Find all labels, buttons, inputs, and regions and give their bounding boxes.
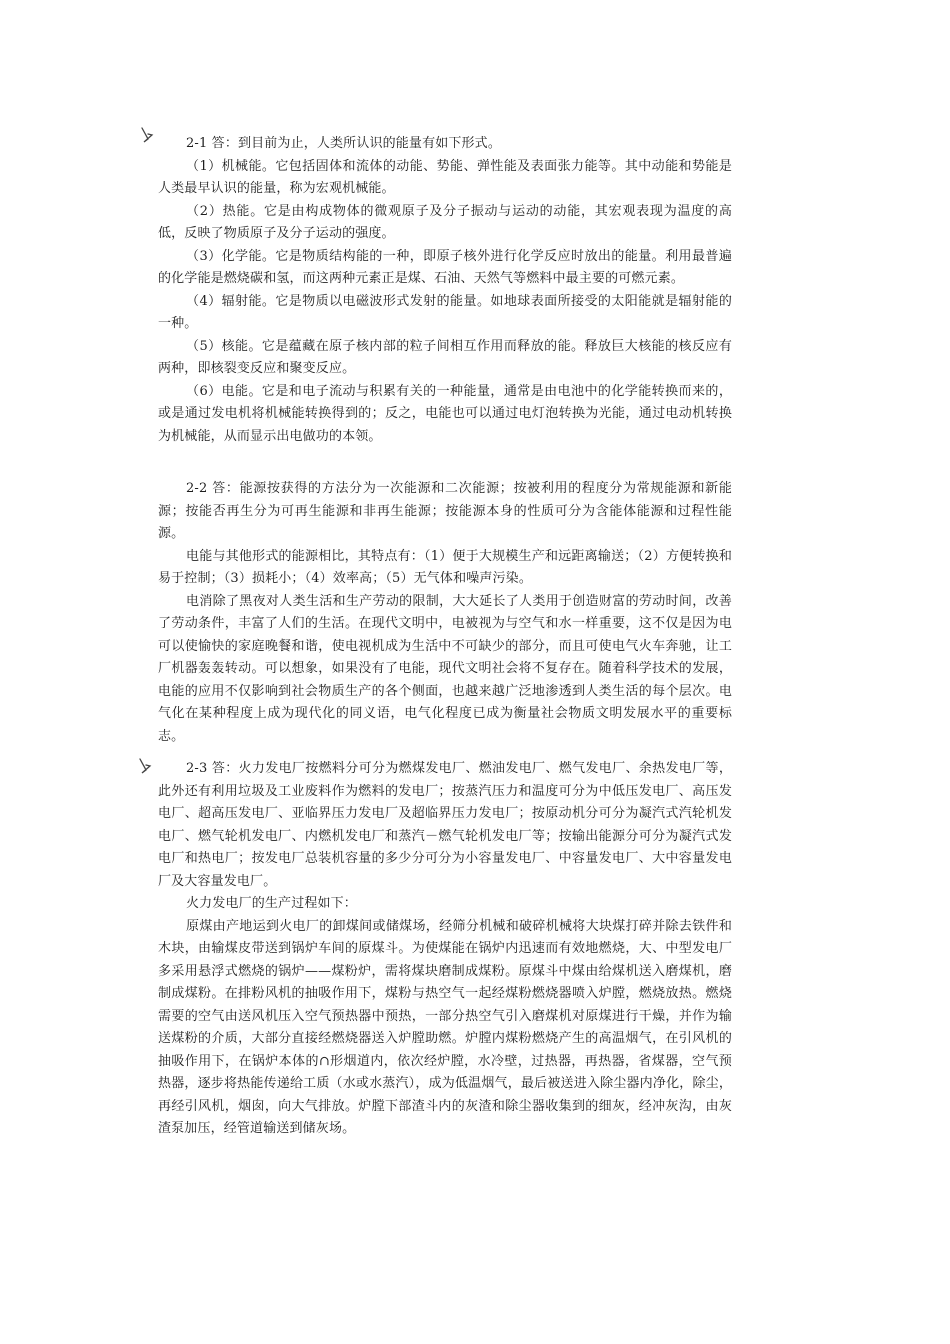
paragraph: 电消除了黑夜对人类生活和生产劳动的限制，大大延长了人类用于创造财富的劳动时间，改善了劳动条件，丰富了人们的生活。在现代文明中，电被视为与空气和水一样重要，这不仅是因为电可以使愉快的家庭晚餐和谐，使电视机成为生活中不可缺少的部分，而且可使电气火车奔驰，让工厂机器轰轰转动。可以想象，如果没有了电能，现代文明社会将不复存在。随着科学技术的发展，电能的应用不仅影响到社会物质生产的各个侧面，也越来越广泛地渗透到人类生活的每个层次。电气化在某种程度上成为现代化的同义语，电气化程度已成为衡量社会物质文明发展水平的重要标志。	[158, 593, 732, 744]
handwritten-check-mark-icon	[140, 126, 158, 144]
answer-section-2-1	[158, 133, 732, 448]
answer-section-2-3	[158, 758, 732, 1141]
handwritten-check-mark-icon	[138, 757, 156, 775]
paragraph: 火力发电厂的生产过程如下：	[186, 896, 357, 911]
answer-section-2-2	[158, 478, 732, 748]
paragraph: （1）机械能。它包括固体和流体的动能、势能、弹性能及表面张力能等。其中动能和势能是人类最早认识的能量，称为宏观机械能。	[158, 158, 732, 196]
paragraph: （3）化学能。它是物质结构能的一种，即原子核外进行化学反应时放出的能量。利用最普遍的化学能是燃烧碳和氢，而这两种元素正是煤、石油、天然气等燃料中最主要的可燃元素。	[158, 248, 732, 286]
answer-heading: 2-3 答：火力发电厂按燃料分可分为燃煤发电厂、燃油发电厂、燃气发电厂、余热发电厂等，此外还有利用垃圾及工业废料作为燃料的发电厂；按蒸汽压力和温度可分为中低压发电厂、高压发电厂、超高压发电厂、亚临界压力发电厂及超临界压力发电厂；按原动机分可分为凝汽式汽轮机发电厂、燃气轮机发电厂、内燃机发电厂和蒸汽－燃气轮机发电厂等；按输出能源分可分为凝汽式发电厂和热电厂；按发电厂总装机容量的多少分可分为小容量发电厂、中容量发电厂、大中容量发电厂及大容量发电厂。	[158, 761, 732, 889]
answer-heading: 2-2 答：能源按获得的方法分为一次能源和二次能源；按被利用的程度分为常规能源和新能源；按能否再生分为可再生能源和非再生能源；按能源本身的性质可分为含能体能源和过程性能源。	[158, 481, 732, 541]
paragraph: （2）热能。它是由构成物体的微观原子及分子振动与运动的动能，其宏观表现为温度的高低，反映了物质原子及分子运动的强度。	[158, 203, 732, 241]
paragraph: 电能与其他形式的能源相比，其特点有：（1）便于大规模生产和远距离输送；（2）方便转换和易于控制；（3）损耗小；（4）效率高；（5）无气体和噪声污染。	[158, 548, 732, 586]
paragraph: （4）辐射能。它是物质以电磁波形式发射的能量。如地球表面所接受的太阳能就是辐射能的一种。	[158, 293, 732, 331]
answer-heading: 2-1 答：到目前为止，人类所认识的能量有如下形式。	[186, 136, 501, 151]
paragraph: （5）核能。它是蕴藏在原子核内部的粒子间相互作用而释放的能。释放巨大核能的核反应有两种，即核裂变反应和聚变反应。	[158, 338, 732, 376]
paragraph: （6）电能。它是和电子流动与积累有关的一种能量，通常是由电池中的化学能转换而来的，或是通过发电机将机械能转换得到的；反之，电能也可以通过电灯泡转换为光能，通过电动机转换为机械能，从而显示出电做功的本领。	[158, 383, 732, 444]
paragraph: 原煤由产地运到火电厂的卸煤间或储煤场，经筛分机械和破碎机械将大块煤打碎并除去铁件和木块，由输煤皮带送到锅炉车间的原煤斗。为使煤能在锅炉内迅速而有效地燃烧，大、中型发电厂多采用悬浮式燃烧的锅炉——煤粉炉，需将煤块磨制成煤粉。原煤斗中煤由给煤机送入磨煤机，磨制成煤粉。在排粉风机的抽吸作用下，煤粉与热空气一起经煤粉燃烧器喷入炉膛，燃烧放热。燃烧需要的空气由送风机压入空气预热器中预热，一部分热空气引入磨煤机对原煤进行干燥，并作为输送煤粉的介质，大部分直接经燃烧器送入炉膛助燃。炉膛内煤粉燃烧产生的高温烟气，在引风机的抽吸作用下，在锅炉本体的∩形烟道内，依次经炉膛，水冷壁，过热器，再热器，省煤器，空气预热器，逐步将热能传递给工质（水或水蒸汽），成为低温烟气，最后被送进入除尘器内净化，除尘，再经引风机，烟囱，向大气排放。炉膛下部渣斗内的灰渣和除尘器收集到的细灰，经冲灰沟，由灰渣泵加压，经管道输送到储灰场。	[158, 918, 732, 1136]
